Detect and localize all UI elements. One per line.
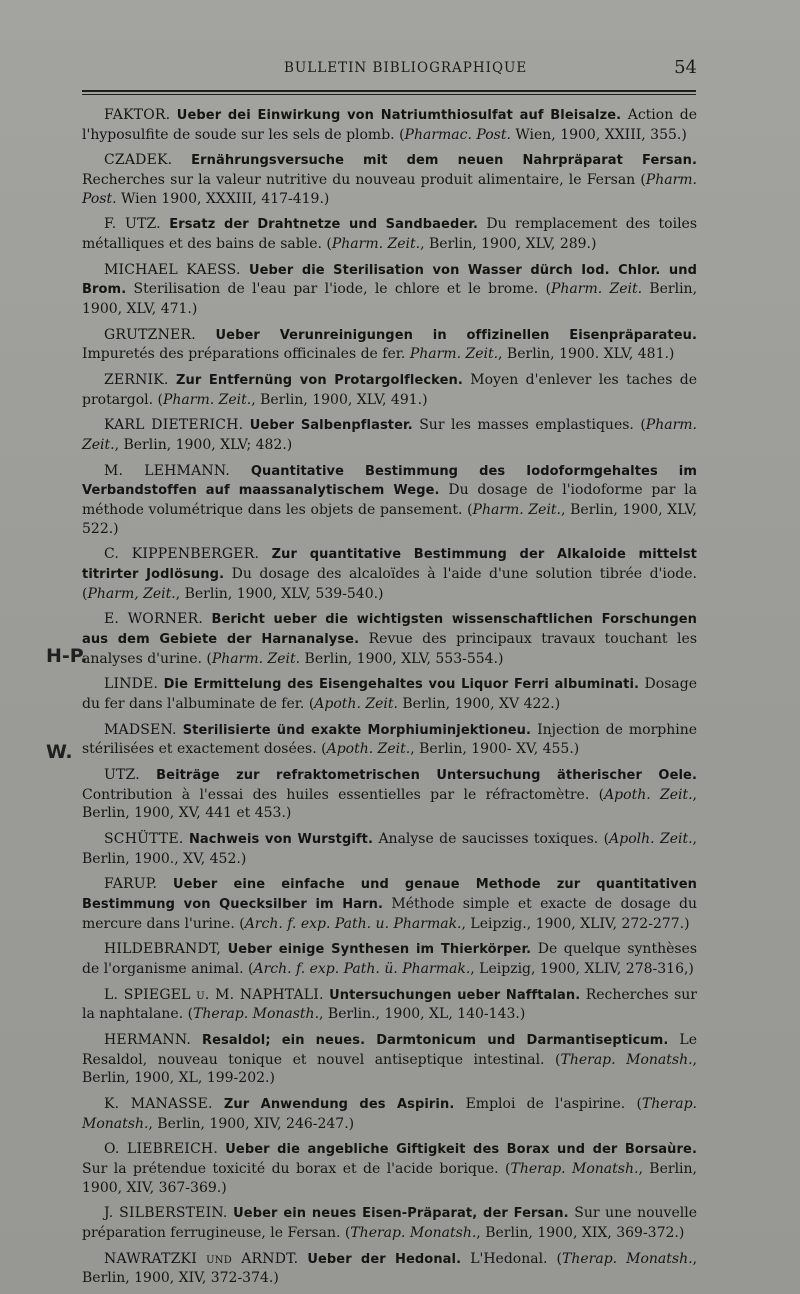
entry-description: Sur les masses emplastiques. ( xyxy=(419,417,646,434)
entry-author: J. SILBERSTEIN. xyxy=(104,1205,228,1222)
entry-description: Du dosage de l'iodoforme par la méthode volumétrique dans les objets de pansement. ( xyxy=(82,482,697,518)
entry-author: MICHAEL KAESS. xyxy=(104,261,241,278)
entry-title: Resaldol; ein neues. Darmtonicum und Darmantisepticum. xyxy=(202,1033,669,1049)
entry-journal: Apolh. Zeit. xyxy=(609,831,693,848)
entry-journal: Therap. Monatsh. xyxy=(562,1250,693,1267)
margin-note-w: W. xyxy=(46,741,73,763)
bibliography-entry xyxy=(82,610,697,668)
bibliography-entry xyxy=(82,766,697,823)
entry-title: Die Ermittelung des Eisengehaltes vou Liquor Ferri albuminati. xyxy=(163,677,640,693)
entry-title: Beiträge zur refraktometrischen Untersuchung ätherischer Oele. xyxy=(156,768,697,784)
entry-reference: Berlin, 1900, XLV, 553-554.) xyxy=(300,650,504,667)
entry-reference: , Berlin, 1900, XL, 199-202.) xyxy=(82,1051,697,1087)
bibliography-entry xyxy=(82,261,697,319)
entry-reference: Berlin, 1900, XV 422.) xyxy=(397,695,561,712)
entry-title: Zur quantitative Bestimmung der Alkaloide mittelst titrirter Jodlösung. xyxy=(82,547,698,582)
bibliography-entry xyxy=(82,675,697,713)
entry-author: UTZ. xyxy=(104,767,140,784)
entry-description: Revue des principaux travaux touchant les analyses d'urine. ( xyxy=(82,630,698,667)
bibliography-entry xyxy=(82,1204,697,1242)
entry-title: Ersatz der Drahtnetze und Sandbaeder. xyxy=(169,217,478,233)
entry-journal: Pharm. Zeit. xyxy=(331,235,421,252)
entry-description: Sur une nouvelle préparation ferrugineuse, le Fersan. ( xyxy=(82,1205,697,1242)
entry-title: Zur Entfernüng von Protargolflecken. xyxy=(175,373,463,389)
entry-journal: Pharm. Zeit. xyxy=(211,650,301,667)
entry-reference: , Leipzig., 1900, XLIV, 272-277.) xyxy=(461,915,690,932)
entry-reference: , Berlin, 1900, XIV, 246-247.) xyxy=(148,1115,355,1132)
entry-author: HILDEBRANDT, xyxy=(104,941,222,958)
entry-author: FARUP. xyxy=(104,876,158,893)
entry-description: De quelque synthèses de l'organisme animal. ( xyxy=(82,941,698,977)
entry-journal: Pharm. Post. xyxy=(82,171,697,207)
entry-description: L'Hedonal. ( xyxy=(470,1250,563,1267)
entry-reference: , Berlin, 1900, XIV, 372-374.) xyxy=(82,1250,698,1287)
bibliography-entry xyxy=(82,1250,697,1288)
entry-reference: , Berlin, 1900- XV, 455.) xyxy=(410,741,580,758)
entry-description: Le Resaldol, nouveau tonique et nouvel antiseptique intestinal. ( xyxy=(82,1032,697,1068)
entry-description: Recherches sur la naphtalane. ( xyxy=(82,986,697,1023)
entry-description: Du dosage des alcaloïdes à l'aide d'une solution tibrée d'iode. ( xyxy=(82,565,697,602)
entry-journal: Pharm. Zeit. xyxy=(550,281,643,298)
entry-author: FAKTOR. xyxy=(104,107,171,123)
entry-reference: , Berlin, 1900., XV, 452.) xyxy=(82,831,697,867)
entry-description: Du remplacement des toiles métalliques et des bains de sable. ( xyxy=(82,216,698,252)
entry-title: Ueber Verunreinigungen in offizinellen Eisenpräparateu. xyxy=(215,327,698,343)
entry-author: HERMANN. xyxy=(104,1032,192,1049)
entry-title: Quantitative Bestimmung des Iodoformgehaltes im Verbandstoffen auf maassanalytischem Wege. xyxy=(82,463,697,499)
entry-author: LINDE. xyxy=(104,676,159,693)
entry-reference: , Berlin, 1900, XLV, 522.) xyxy=(82,502,697,537)
entry-description: Emploi de l'aspirine. ( xyxy=(465,1096,642,1113)
bibliography-entry xyxy=(82,1031,697,1088)
bibliography-entry xyxy=(82,1140,697,1197)
entry-description: Impuretés des préparations officinales de fer. xyxy=(82,346,410,363)
entry-journal: Pharm. Zeit. xyxy=(472,502,561,518)
bibliography-entry xyxy=(82,326,697,364)
entry-journal: Apoth. Zeit. xyxy=(314,695,398,712)
entry-reference: , Berlin, 1900, XLV, 491.) xyxy=(251,391,428,408)
entry-reference: , Berlin, 1900, XIV, 367-369.) xyxy=(82,1161,697,1196)
bibliography-entry xyxy=(82,416,697,454)
entry-title: Ueber eine einfache und genaue Methode zur quantitativen Bestimmung von Quecksilber im Harn. xyxy=(82,877,697,912)
page-header xyxy=(82,57,697,84)
entry-title: Ernährungsversuche mit dem neuen Nahrpräparat Fersan. xyxy=(191,153,697,169)
bibliography-entry xyxy=(82,215,697,253)
entry-author: ZERNIK. xyxy=(104,372,169,389)
bibliography-entry xyxy=(82,545,697,603)
entry-title: Nachweis von Wurstgift. xyxy=(188,832,374,848)
entry-reference: Wien 1900, XXXIII, 417-419.) xyxy=(116,190,330,207)
entry-reference: , Berlin, 1900, XLV, 539-540.) xyxy=(175,585,384,602)
entry-journal: Arch. f. exp. Path. u. Pharmak. xyxy=(244,915,462,932)
entry-author: SCHÜTTE. xyxy=(104,831,184,848)
bibliography-entry xyxy=(82,371,697,409)
entry-journal: Therap. Monasth. xyxy=(193,1006,320,1023)
bibliography-entry xyxy=(82,462,697,538)
entry-journal: Therap. Monatsh. xyxy=(560,1051,693,1068)
entry-title: Zur Anwendung des Aspirin. xyxy=(223,1097,455,1113)
entry-reference: , Berlin, 1900, XV, 441 et 453.) xyxy=(82,786,697,822)
entry-journal: Arch. f. exp. Path. ü. Pharmak. xyxy=(253,960,471,977)
entry-author: NAWRATZKI und ARNDT. xyxy=(104,1250,299,1267)
entry-description: Sterilisation de l'eau par l'iode, le chlore et le brome. ( xyxy=(133,281,551,298)
margin-note-hp: H-P. xyxy=(46,645,88,667)
entry-journal: Therap. Monatsh. xyxy=(510,1161,639,1178)
entry-title: Ueber ein neues Eisen-Präparat, der Fersan. xyxy=(233,1206,569,1222)
entry-description: Action de l'hyposulfite de soude sur les sels de plomb. ( xyxy=(82,107,697,143)
entry-journal: Pharm. Zeit. xyxy=(82,417,697,454)
entry-reference: , Berlin, 1900. XLV, 481.) xyxy=(498,346,675,363)
entry-author: F. UTZ. xyxy=(104,216,161,233)
entry-reference: , Berlin., 1900, XL, 140-143.) xyxy=(319,1006,526,1023)
bibliography-entry xyxy=(82,106,697,144)
entry-author: K. MANASSE. xyxy=(104,1096,213,1113)
entry-title: Sterilisierte ünd exakte Morphiuminjektioneu. xyxy=(182,722,532,738)
entry-reference: , Berlin, 1900, XLV; 482.) xyxy=(114,437,293,454)
entry-title: Ueber der Hedonal. xyxy=(307,1251,462,1267)
entry-author: C. KIPPENBERGER. xyxy=(104,546,260,563)
entry-journal: Pharm. Zeit. xyxy=(409,346,499,363)
entry-journal: Therap. Monatsh. xyxy=(82,1096,697,1132)
entry-description: Recherches sur la valeur nutritive du nouveau produit alimentaire, le Fersan ( xyxy=(82,171,646,188)
entry-author: L. SPIEGEL u. M. NAPHTALI. xyxy=(104,986,324,1003)
entry-author: GRUTZNER. xyxy=(104,326,196,343)
bibliography-entry xyxy=(82,830,697,868)
entry-description: Sur la prétendue toxicité du borax et de l'acide borique. ( xyxy=(82,1161,511,1178)
entry-description: Analyse de saucisses toxiques. ( xyxy=(378,831,610,848)
entry-description: Injection de morphine stérilisées et exactement dosées. ( xyxy=(82,721,698,758)
running-title: BULLETIN BIBLIOGRAPHIQUE xyxy=(284,60,528,76)
entry-reference: Wien, 1900, XXIII, 355.) xyxy=(510,126,687,143)
bibliography-entry xyxy=(82,940,697,978)
entry-reference: , Leipzig, 1900, XLIV, 278-316,) xyxy=(470,960,694,977)
entry-description: Dosage du fer dans l'albuminate de fer. ( xyxy=(82,676,697,712)
entry-reference: , Berlin, 1900, XLV, 289.) xyxy=(420,235,597,252)
header-rule xyxy=(82,90,696,95)
entry-title: Ueber Salbenpflaster. xyxy=(249,418,413,434)
bibliography-entry xyxy=(82,1095,697,1133)
entry-author: O. LIEBREICH. xyxy=(104,1141,218,1158)
entry-journal: Apoth. Zeit. xyxy=(604,786,693,803)
entry-author: E. WORNER. xyxy=(104,611,203,628)
page-number: 54 xyxy=(674,57,697,78)
entry-title: Bericht ueber die wichtigsten wissenschaftlichen Forschungen aus dem Gebiete der Harnanalyse. xyxy=(82,612,697,647)
entry-title: Untersuchungen ueber Nafftalan. xyxy=(329,987,581,1003)
entry-description: Contribution à l'essai des huiles essentielles par le réfractomètre. ( xyxy=(82,786,605,803)
entry-journal: Pharm, Zeit. xyxy=(87,585,176,602)
entry-reference: , Berlin, 1900, XIX, 369-372.) xyxy=(476,1225,685,1242)
entry-journal: Pharmac. Post. xyxy=(404,126,511,143)
bibliography-entry xyxy=(82,875,697,933)
entry-journal: Pharm. Zeit. xyxy=(162,391,252,408)
entry-title: Ueber dei Einwirkung von Natriumthiosulfat auf Bleisalze. xyxy=(176,108,622,123)
entry-author: CZADEK. xyxy=(104,152,173,169)
entry-title: Ueber die Sterilisation von Wasser dürch Iod. Chlor. und Brom. xyxy=(82,262,697,298)
entry-author: KARL DIETERICH. xyxy=(104,417,244,434)
entry-title: Ueber die angebliche Giftigkeit des Borax und der Borsaùre. xyxy=(225,1142,697,1158)
entry-description: Méthode simple et exacte de dosage du mercure dans l'urine. ( xyxy=(82,896,697,932)
entry-journal: Therap. Monatsh. xyxy=(350,1225,477,1242)
bibliography-entry xyxy=(82,151,697,208)
bibliography-list xyxy=(82,106,697,1294)
bibliography-entry xyxy=(82,986,697,1024)
entry-reference: Berlin, 1900, XLV, 471.) xyxy=(82,281,698,317)
entry-journal: Apoth. Zeit. xyxy=(326,741,411,758)
entry-author: M. LEHMANN. xyxy=(104,462,231,479)
entry-description: Moyen d'enlever les taches de protargol. ( xyxy=(82,372,698,408)
entry-title: Ueber einige Synthesen im Thierkörper. xyxy=(227,942,532,958)
bibliography-entry xyxy=(82,721,697,759)
entry-author: MADSEN. xyxy=(104,721,177,738)
